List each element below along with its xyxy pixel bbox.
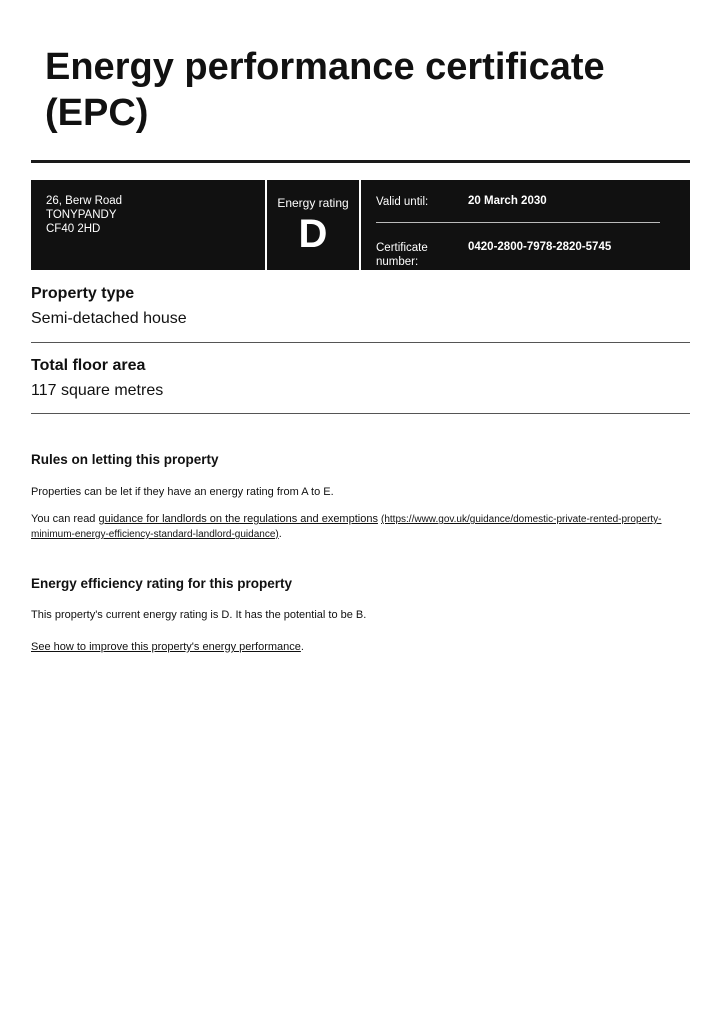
improve-performance-row <box>31 640 681 654</box>
valid-until-label: Valid until: <box>376 196 429 208</box>
property-type-divider <box>31 342 690 343</box>
address-line-3: CF40 2HD <box>46 223 101 235</box>
energy-rating-label: Energy rating <box>277 196 349 210</box>
property-type-value: Semi-detached house <box>31 310 187 327</box>
certificate-number-value: 0420-2800-7978-2820-5745 <box>468 241 612 253</box>
certificate-number-label: Certificate number: <box>376 242 428 268</box>
certificate-info <box>361 180 690 270</box>
floor-area-divider <box>31 413 690 414</box>
letting-paragraph-1: Properties can be let if they have an energy rating from A to E. <box>31 486 334 498</box>
improve-performance-link[interactable]: See how to improve this property's energy performance <box>31 641 301 653</box>
summary-band <box>31 180 690 270</box>
property-type-heading: Property type <box>31 285 135 302</box>
letting-paragraph-2-suffix: . <box>278 528 282 540</box>
landlord-guidance-link[interactable]: guidance for landlords on the regulations and exemptions <box>98 513 378 525</box>
address-block <box>31 180 267 270</box>
page-title: Energy performance certificate (EPC) <box>45 46 605 134</box>
letting-paragraph-2-prefix: You can read <box>31 513 99 525</box>
valid-until-value: 20 March 2030 <box>468 195 547 207</box>
energy-rating-block <box>267 180 361 270</box>
efficiency-heading: Energy efficiency rating for this property <box>31 576 293 591</box>
title-divider <box>31 160 690 163</box>
efficiency-paragraph: This property's current energy rating is D. It has the potential to be B. <box>31 609 367 621</box>
energy-rating-value: D <box>298 212 328 256</box>
improve-performance-suffix: . <box>300 641 304 653</box>
address-line-1: 26, Berw Road <box>46 195 123 207</box>
address-line-2: TONYPANDY <box>46 209 117 221</box>
floor-area-value: 117 square metres <box>31 382 164 399</box>
letting-paragraph-2 <box>31 512 681 542</box>
floor-area-heading: Total floor area <box>31 357 146 374</box>
letting-heading: Rules on letting this property <box>31 452 219 467</box>
info-divider <box>376 222 660 223</box>
landlord-guidance-url[interactable]: (https://www.gov.uk/guidance/domestic-private-rented-property-minimum-energy-efficiency-standard-landlord-guidance) <box>31 514 662 540</box>
